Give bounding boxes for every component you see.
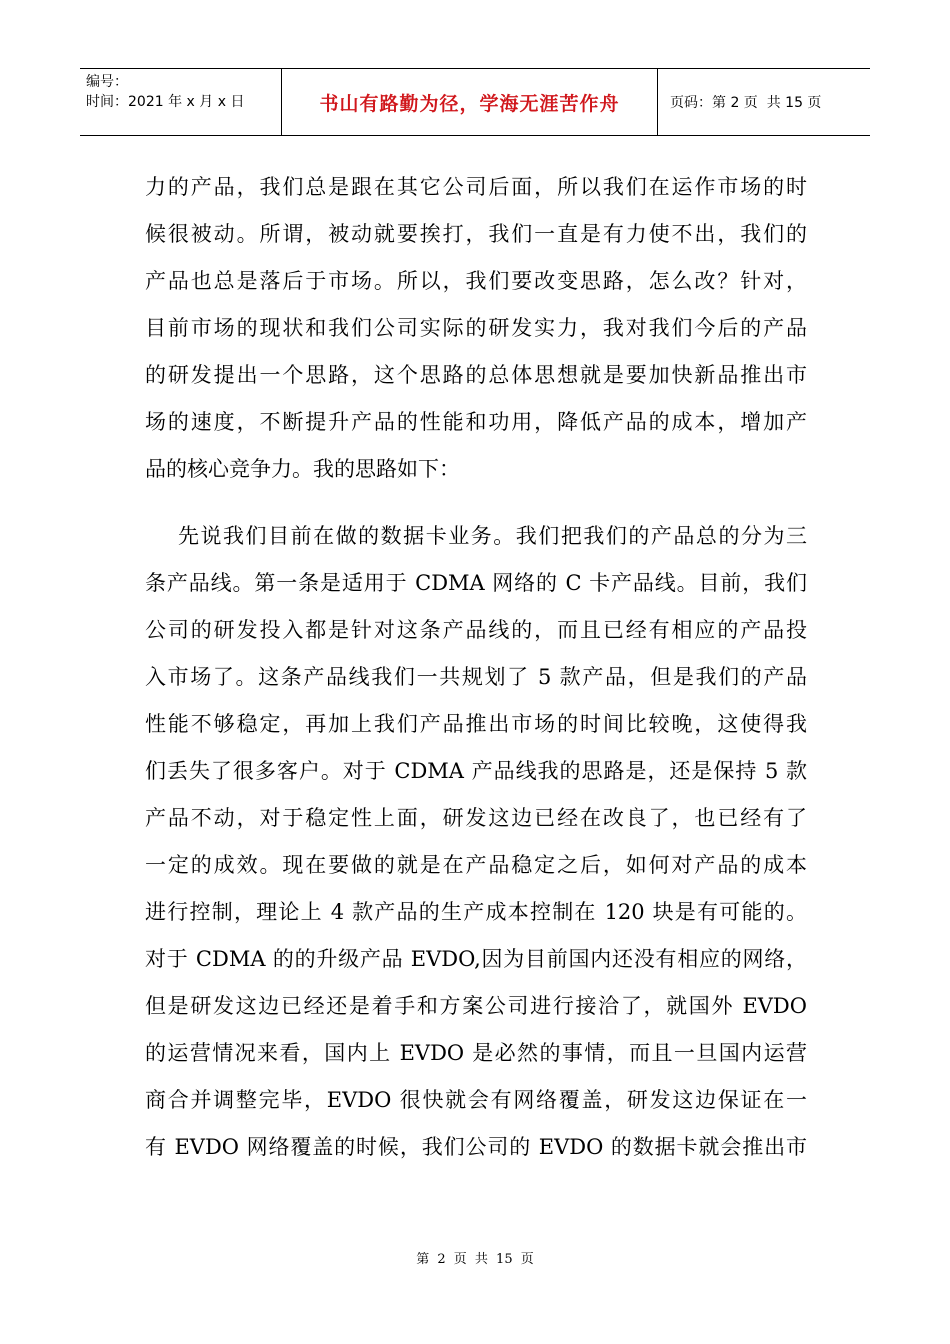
text-line: 性能不够稳定，再加上我们产品推出市场的时间比较晚，这使得我 (145, 712, 807, 736)
text-line: 的运营情况来看，国内上 EVDO 是必然的事情，而且一旦国内运营 (145, 1041, 807, 1065)
text-line: 进行控制，理论上 4 款产品的生产成本控制在 120 块是有可能的。 (145, 900, 807, 924)
text-line: 候很被动。所谓，被动就要挨打，我们一直是有力使不出，我们的 (145, 222, 807, 246)
text-line: 力的产品，我们总是跟在其它公司后面，所以我们在运作市场的时 (145, 175, 807, 199)
text-line: 有 EVDO 网络覆盖的时候，我们公司的 EVDO 的数据卡就会推出市 (145, 1135, 807, 1159)
header-motto: 书山有路勤为径，学海无涯苦作舟 (282, 69, 658, 135)
header-page-info: 页码：第 2 页 共 15 页 (670, 95, 822, 111)
text-line: 但是研发这边已经还是着手和方案公司进行接洽了，就国外 EVDO (145, 994, 807, 1018)
document-body (145, 164, 807, 1171)
text-line: 商合并调整完毕，EVDO 很快就会有网络覆盖，研发这边保证在一 (145, 1088, 807, 1112)
text-line: 产品不动，对于稳定性上面，研发这边已经在改良了，也已经有了 (145, 806, 807, 830)
text-line: 产品也总是落后于市场。所以，我们要改变思路，怎么改？针对， (145, 269, 807, 293)
text-line: 先说我们目前在做的数据卡业务。我们把我们的产品总的分为三 (178, 524, 807, 548)
text-line: 对于 CDMA 的的升级产品 EVDO,因为目前国内还没有相应的网络， (145, 947, 807, 971)
page-footer: 第 2 页 共 15 页 (416, 1252, 534, 1267)
paragraph-1 (145, 164, 807, 493)
document-time-label: 时间：2021 年 x 月 x 日 (86, 94, 245, 110)
text-line: 一定的成效。现在要做的就是在产品稳定之后，如何对产品的成本 (145, 853, 807, 877)
text-line: 的研发提出一个思路，这个思路的总体思想就是要加快新品推出市 (145, 363, 807, 387)
header-meta (80, 69, 282, 135)
text-line: 场的速度，不断提升产品的性能和功用，降低产品的成本，增加产 (145, 410, 807, 434)
paragraph-2 (145, 513, 807, 1171)
text-line: 入市场了。这条产品线我们一共规划了 5 款产品，但是我们的产品 (145, 665, 807, 689)
text-line: 条产品线。第一条是适用于 CDMA 网络的 C 卡产品线。目前，我们 (145, 571, 807, 595)
text-line: 们丢失了很多客户。对于 CDMA 产品线我的思路是，还是保持 5 款 (145, 759, 807, 783)
text-line: 公司的研发投入都是针对这条产品线的，而且已经有相应的产品投 (145, 618, 807, 642)
page-header (80, 68, 870, 136)
text-line: 目前市场的现状和我们公司实际的研发实力，我对我们今后的产品 (145, 316, 807, 340)
text-line: 品的核心竞争力。我的思路如下： (145, 457, 460, 481)
document-number-label: 编号： (86, 74, 128, 90)
